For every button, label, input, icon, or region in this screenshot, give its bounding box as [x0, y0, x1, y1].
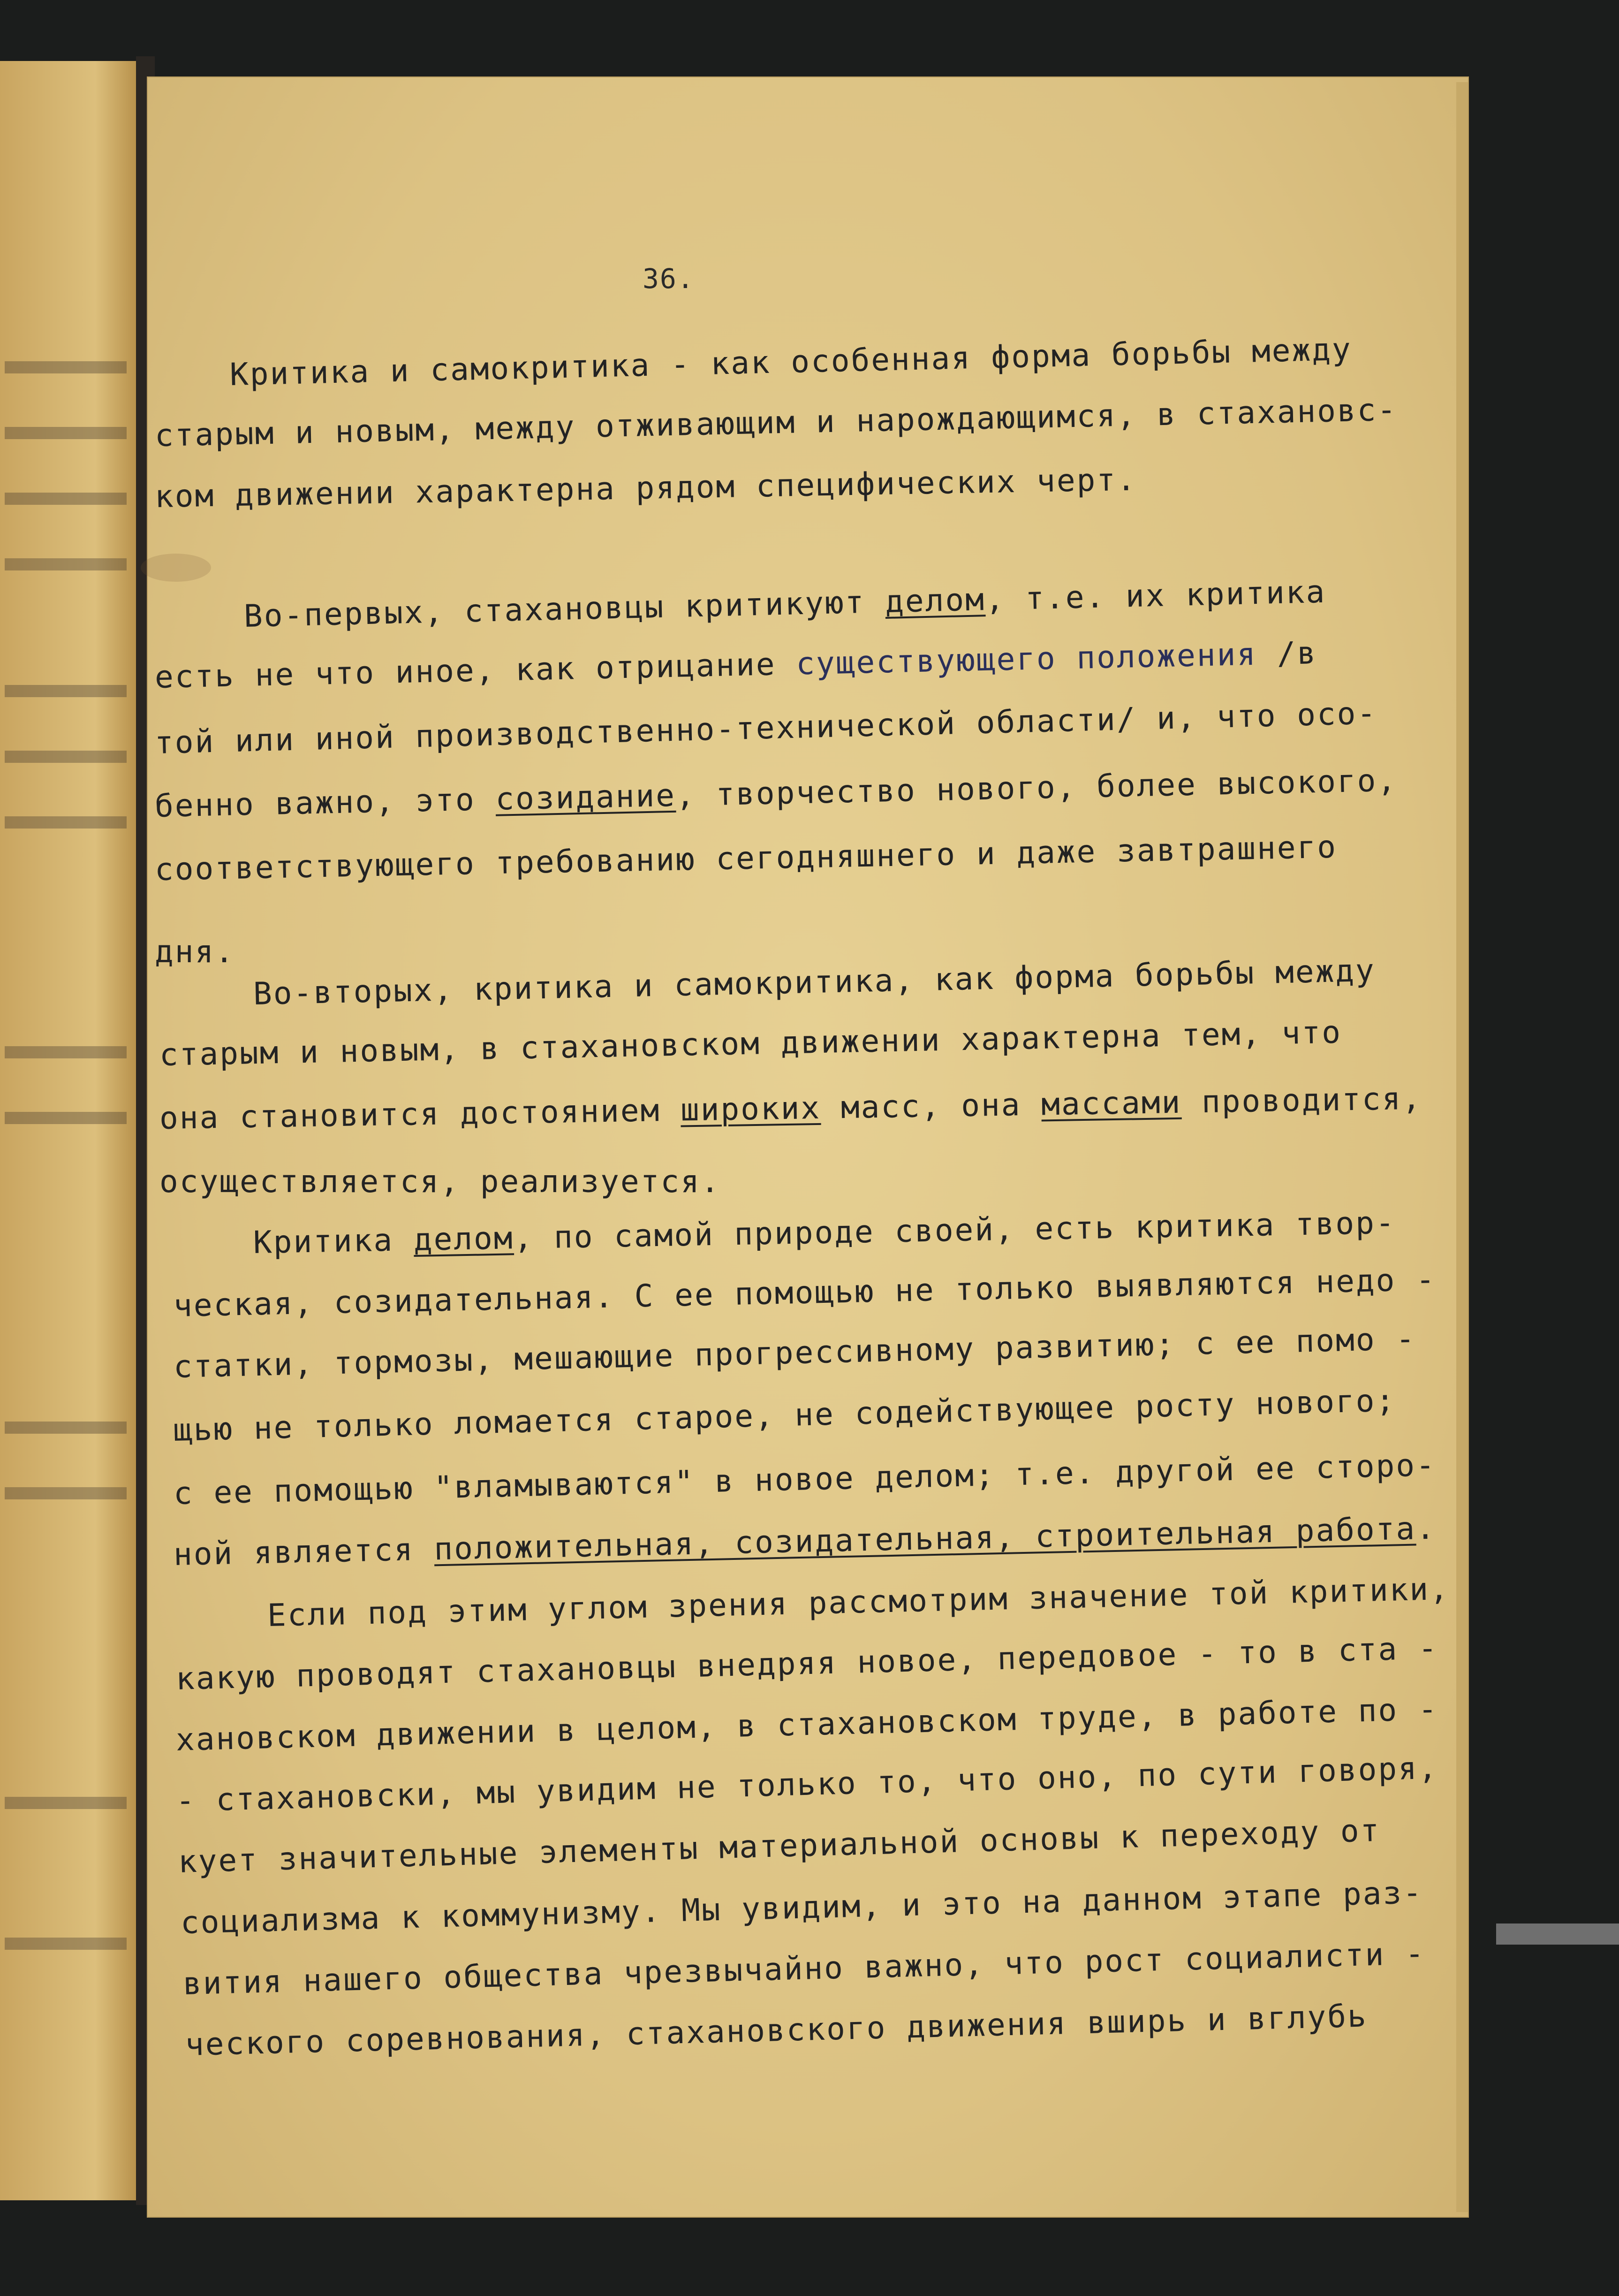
text-line: старым и новым, между отживающим и нарождающимся, в стахановс- [154, 391, 1398, 454]
text-line: дня. [155, 934, 235, 970]
scan-marker-bar [1496, 1923, 1619, 1945]
page-edge [1456, 82, 1468, 2212]
text-line: Критика делом, по самой природе своей, есть критика твор- [253, 1204, 1396, 1261]
underlined-word: широких [680, 1089, 821, 1128]
text-line: ческого соревнования, стахановского движения вширь и вглубь [185, 1998, 1368, 2063]
left-page-text-fragment [5, 685, 127, 697]
left-page-edge [0, 61, 136, 2200]
left-page-text-fragment [5, 751, 127, 763]
left-page-text-fragment [5, 1422, 127, 1434]
text-line: ной является положительная, созидательная, строительная работа. [173, 1510, 1437, 1573]
underlined-word: массами [1041, 1084, 1182, 1123]
text-line: статки, тормозы, мешающие прогрессивному развитию; с ее помо - [173, 1320, 1416, 1385]
left-page-text-fragment [5, 1487, 127, 1499]
text-line: той или иной производственно-технической области/ и, что осо- [154, 695, 1378, 761]
text-line: хановском движении в целом, в стахановском труде, в работе по - [175, 1691, 1439, 1758]
left-page-text-fragment [5, 427, 127, 439]
text-line: есть не что иное, как отрицание существующего положения /в [154, 635, 1317, 695]
text-line: щью не только ломается старое, не содействующее росту нового; [173, 1382, 1397, 1448]
text-line: - стахановски, мы увидим не только то, что оно, по сути говоря, [175, 1749, 1439, 1819]
underlined-word: делом [885, 581, 986, 620]
text-line: Если под этим углом зрения рассмотрим значение той критики, [267, 1570, 1450, 1634]
underlined-phrase: положительная, созидательная, строительная работа [433, 1510, 1416, 1567]
text-line: ком движении характерна рядом специфических черт. [154, 461, 1137, 515]
underlined-word: делом [413, 1220, 514, 1258]
left-page-text-fragment [5, 1112, 127, 1124]
left-page-text-fragment [5, 1938, 127, 1950]
text-line: с ее помощью "вламываются" в новое делом; т.е. другой ее сторо- [173, 1446, 1437, 1512]
text-line: Во-вторых, критика и самокритика, как форма борьбы между [253, 952, 1376, 1012]
text-line: осуществляется, реализуется. [159, 1163, 721, 1200]
text-line: старым и новым, в стахановском движении характерна тем, что [159, 1014, 1342, 1073]
page-number: 36. [643, 263, 695, 295]
left-page-text-fragment [5, 493, 127, 505]
text-line: Во-первых, стахановцы критикуют делом, т.е. их критика [243, 573, 1327, 634]
text-line: бенно важно, это созидание, творчество нового, более высокого, [154, 762, 1398, 824]
underlined-word: созидание [495, 777, 676, 817]
text-line: вития нашего общества чрезвычайно важно, что рост социалисти - [182, 1935, 1426, 2002]
text-line: Критика и самокритика - как особенная форма борьбы между [229, 331, 1353, 393]
text-line: какую проводят стахановцы внедряя новое, передовое - то в ста - [175, 1630, 1439, 1697]
paper-stain [141, 554, 211, 582]
text-line: она становится достоянием широких масс, она массами проводится, [159, 1080, 1422, 1136]
handwritten-correction: существующего положения [795, 636, 1257, 682]
text-line: ческая, созидательная. С ее помощью не только выявляются недо - [173, 1261, 1437, 1324]
left-page-text-fragment [5, 1046, 127, 1058]
left-page-text-fragment [5, 816, 127, 829]
left-page-text-fragment [5, 1797, 127, 1809]
text-line: соответствующего требованию сегодняшнего и даже завтрашнего [154, 829, 1338, 888]
left-page-text-fragment [5, 361, 127, 373]
text-line: кует значительные элементы материальной основы к переходу от [177, 1812, 1381, 1880]
left-page-text-fragment [5, 558, 127, 570]
text-line: социализма к коммунизму. Мы увидим, и это на данном этапе раз- [180, 1874, 1423, 1941]
